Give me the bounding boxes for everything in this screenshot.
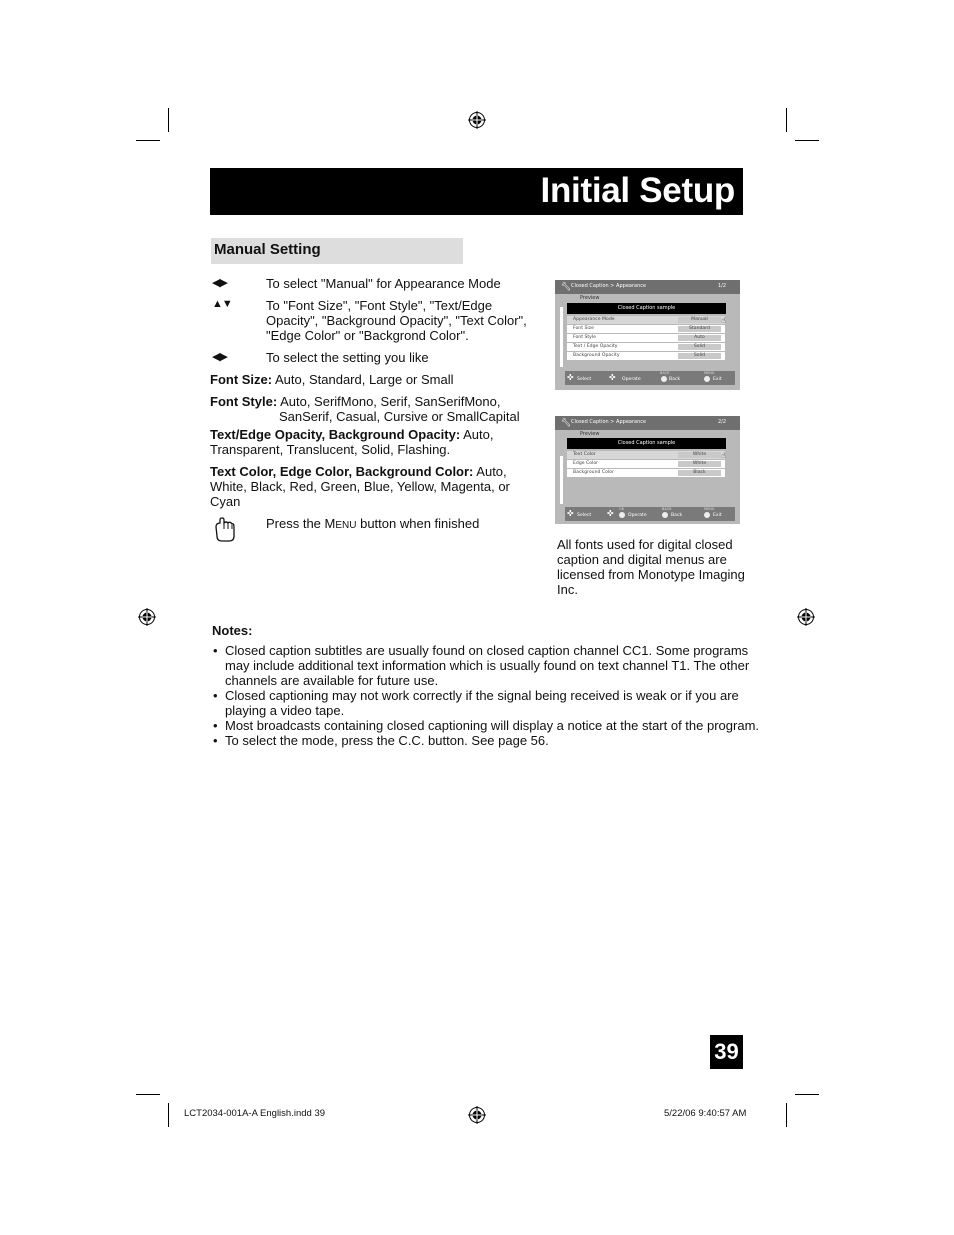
row-label: Font Style <box>573 335 596 340</box>
menu-row <box>567 334 725 342</box>
license-note: licensed from Monotype Imaging <box>557 567 745 582</box>
menu-key-name: ENU <box>335 520 357 531</box>
license-note: caption and digital menus are <box>557 552 727 567</box>
row-value: Auto <box>678 335 721 341</box>
bullet: • <box>213 688 218 703</box>
footer-label: Operate <box>628 513 647 518</box>
dpad-icon: ✜ <box>607 509 614 518</box>
note-text: Most broadcasts containing closed captioning will display a notice at the start of the program. <box>225 718 760 733</box>
menu-instruction <box>266 516 479 533</box>
crop-mark <box>786 1103 787 1127</box>
footer-label: Back <box>669 377 681 382</box>
menu-instruction-text: Press the M <box>266 516 336 531</box>
option-label: Text Color, Edge Color, Background Color: <box>210 464 474 479</box>
menu-row <box>567 343 725 351</box>
preview-label: Preview <box>580 431 600 437</box>
screen-footer <box>565 371 735 385</box>
instruction-text: To "Font Size", "Font Style", "Text/Edge <box>266 298 493 313</box>
option-values: Auto, SerifMono, Serif, SanSerifMono, <box>280 394 501 409</box>
scrollbar <box>560 456 563 504</box>
menu-row <box>567 460 725 468</box>
option-label: Font Size: <box>210 372 273 387</box>
menu-row <box>567 451 725 459</box>
preview-label: Preview <box>580 295 600 301</box>
wrench-icon: 🔧︎ <box>561 282 572 291</box>
hand-remote-icon <box>212 517 238 543</box>
key-label: MENU <box>704 507 715 511</box>
section-title: Manual Setting <box>214 241 321 258</box>
crop-mark <box>136 1094 160 1095</box>
button-dot-icon <box>704 376 710 382</box>
option-label: Text/Edge Opacity, Background Opacity: <box>210 427 461 442</box>
row-label: Background Color <box>573 470 614 475</box>
row-label: Font Size <box>573 326 594 331</box>
page-title: Initial Setup <box>540 171 735 210</box>
section-heading <box>211 238 463 264</box>
footer-label: Exit <box>713 377 722 382</box>
page-number: 39 <box>710 1035 743 1069</box>
option-values: Cyan <box>210 494 241 509</box>
file-slug: LCT2034-001A-A English.indd 39 <box>184 1108 326 1119</box>
crop-mark <box>795 1094 819 1095</box>
menu-screenshot-1 <box>555 280 740 390</box>
footer-label: Exit <box>713 513 722 518</box>
dpad-icon: ✜ <box>567 509 574 518</box>
row-label: Edge Color <box>573 461 599 466</box>
dpad-icon: ✜ <box>567 373 574 382</box>
button-dot-icon <box>662 512 668 518</box>
option-values: Auto, <box>463 427 494 442</box>
breadcrumb: Closed Caption > Appearance <box>571 283 647 289</box>
row-value: Black <box>678 470 721 476</box>
instruction-text: "Edge Color" or "Backgrond Color". <box>266 328 469 343</box>
note-text: may include additional text information which is usually found on text channel T1. The other <box>225 658 750 673</box>
row-value: White <box>678 461 721 467</box>
option-values: SanSerif, Casual, Cursive or SmallCapital <box>279 409 520 424</box>
registration-mark-icon <box>468 1106 486 1124</box>
key-label: BACK <box>660 371 670 375</box>
button-dot-icon <box>619 512 625 518</box>
key-label: OK <box>619 507 625 511</box>
key-label: MENU <box>704 371 715 375</box>
note-text: To select the mode, press the C.C. button. See page 56. <box>225 733 549 748</box>
crop-mark <box>168 108 169 132</box>
font-size-option <box>210 372 454 387</box>
instruction-text: Opacity", "Background Opacity", "Text Color", <box>266 313 527 328</box>
registration-mark-icon <box>138 608 156 626</box>
page-indicator: 1/2 <box>717 283 726 289</box>
row-value: Solid <box>678 353 721 359</box>
row-label: Appearance Mode <box>573 317 615 322</box>
screen-header <box>555 416 740 430</box>
breadcrumb: Closed Caption > Appearance <box>571 419 647 425</box>
screen-header <box>555 280 740 294</box>
row-value: Manual <box>678 317 721 323</box>
key-label: BACK <box>662 507 672 511</box>
note-text: Closed captioning may not work correctly if the signal being received is weak or if you are <box>225 688 739 703</box>
page-title-bar <box>210 168 743 215</box>
button-dot-icon <box>661 376 667 382</box>
note-text: channels are available for future use. <box>225 673 439 688</box>
crop-mark <box>795 140 819 141</box>
row-value: Standard <box>678 326 721 332</box>
caption-sample: Closed Caption sample <box>567 303 726 314</box>
color-option <box>210 464 507 479</box>
footer-label: Select <box>577 377 592 382</box>
license-note: Inc. <box>557 582 578 597</box>
menu-instruction-text: button when finished <box>356 516 480 531</box>
opacity-option <box>210 427 493 442</box>
crop-mark <box>136 140 160 141</box>
crop-mark <box>168 1103 169 1127</box>
menu-row <box>567 352 725 360</box>
row-value: White <box>678 452 721 458</box>
instruction-text: To select "Manual" for Appearance Mode <box>266 276 501 291</box>
scrollbar <box>560 307 563 367</box>
footer-label: Select <box>577 513 592 518</box>
note-text: Closed caption subtitles are usually found on closed caption channel CC1. Some programs <box>225 643 749 658</box>
row-value: Solid <box>678 344 721 350</box>
notes-heading: Notes: <box>212 623 253 638</box>
caption-sample: Closed Caption sample <box>567 438 726 449</box>
left-right-arrows-icon: ◀▶ <box>212 277 227 289</box>
date-slug: 5/22/06 9:40:57 AM <box>664 1108 747 1119</box>
license-note: All fonts used for digital closed <box>557 537 733 552</box>
option-values: Transparent, Translucent, Solid, Flashing. <box>210 442 451 457</box>
option-label: Font Style: <box>210 394 278 409</box>
button-dot-icon <box>704 512 710 518</box>
wrench-icon: 🔧︎ <box>561 418 572 427</box>
bullet: • <box>213 733 218 748</box>
cursor-hand-icon: ☝︎ <box>721 451 726 460</box>
menu-row <box>567 325 725 333</box>
dpad-icon: ✜ <box>609 373 616 382</box>
cursor-hand-icon: ☝︎ <box>721 316 726 325</box>
left-right-arrows-icon: ◀▶ <box>212 351 227 363</box>
bullet: • <box>213 718 218 733</box>
font-style-option <box>210 394 500 409</box>
menu-row <box>567 469 725 477</box>
crop-mark <box>786 108 787 132</box>
menu-row <box>567 316 725 324</box>
bullet: • <box>213 643 218 658</box>
row-label: Background Opacity <box>573 353 620 358</box>
menu-screenshot-2 <box>555 416 740 524</box>
screen-footer <box>565 507 735 521</box>
option-values: Auto, Standard, Large or Small <box>275 372 454 387</box>
option-values: Auto, <box>476 464 507 479</box>
row-label: Text / Edge Opacity <box>573 344 618 349</box>
up-down-arrows-icon: ▲▼ <box>212 298 232 310</box>
option-values: White, Black, Red, Green, Blue, Yellow, Magenta, or <box>210 479 510 494</box>
registration-mark-icon <box>797 608 815 626</box>
footer-label: Back <box>671 513 683 518</box>
footer-label: Operate <box>622 377 641 382</box>
instruction-text: To select the setting you like <box>266 350 429 365</box>
page-indicator: 2/2 <box>717 419 726 425</box>
registration-mark-icon <box>468 111 486 129</box>
note-text: playing a video tape. <box>225 703 345 718</box>
row-label: Text Color <box>573 452 596 457</box>
